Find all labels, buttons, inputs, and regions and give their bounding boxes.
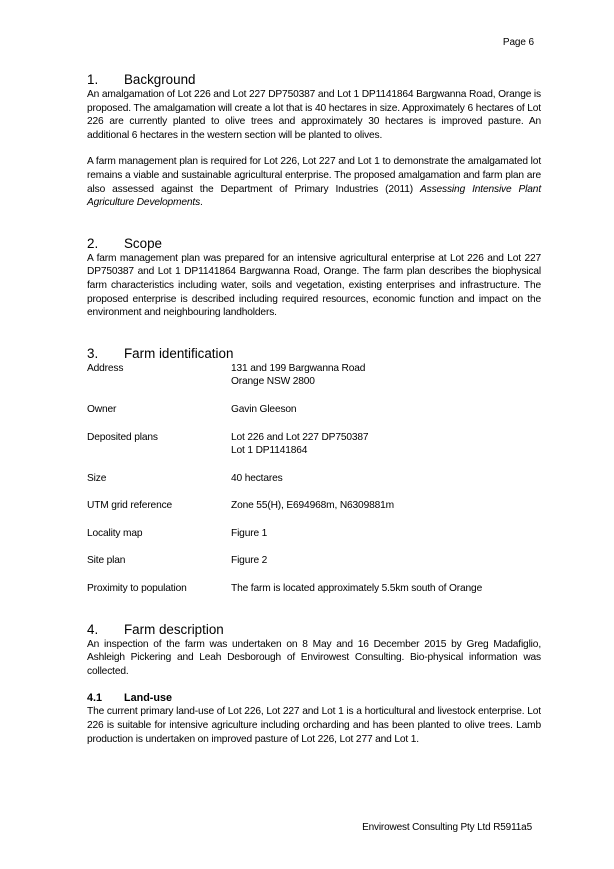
row-value: Zone 55(H), E694968m, N6309881m — [231, 500, 394, 512]
background-paragraph-2-text: A farm management plan is required for Lot 226, Lot 227 and Lot 1 to demonstrate the amalgamated lot remains a viable and sustainable agricultural enterprise. The proposed amalgamation and farm plan are also assessed against the Department of Primary Industries (2011) — [87, 156, 541, 195]
publication-title: Assessing Intensive Plant Agriculture Developments — [87, 183, 542, 209]
row-value: Figure 2 — [231, 555, 268, 567]
row-label: Locality map — [87, 527, 143, 539]
table-row — [87, 554, 541, 568]
table-row — [87, 403, 541, 417]
row-label: Proximity to population — [87, 583, 187, 595]
page-content — [87, 72, 541, 746]
subsection-heading-land-use — [87, 691, 541, 705]
row-label: Owner — [87, 403, 117, 415]
section-number: 4. — [87, 621, 99, 637]
background-paragraph-2 — [87, 155, 541, 209]
section-heading-farm-description — [87, 622, 541, 638]
section-heading-farm-identification — [87, 346, 541, 362]
row-value-line: Orange NSW 2800 — [231, 376, 315, 388]
section-title: Background — [124, 72, 196, 87]
page-footer: Envirowest Consulting Pty Ltd R5911a5 — [362, 822, 532, 833]
row-value-line: 131 and 199 Bargwanna Road — [231, 362, 366, 374]
row-label: Site plan — [87, 555, 126, 567]
row-value — [231, 431, 541, 458]
row-label: Deposited plans — [87, 431, 158, 443]
subsection-number: 4.1 — [87, 692, 103, 705]
row-value: The farm is located approximately 5.5km south of Orange — [231, 583, 483, 595]
background-paragraph-2-end: . — [200, 197, 203, 209]
table-row — [87, 582, 541, 596]
land-use-paragraph: The current primary land-use of Lot 226, Lot 227 and Lot 1 is a horticultural and livestock enterprise. Lot 226 is suitable for intensive agriculture including orcharding and has been planted to olive trees. Lamb production is undertaken on improved pasture of Lot 226, Lot 277 and Lot 1. — [87, 706, 541, 745]
row-value-line: Lot 226 and Lot 227 DP750387 — [231, 431, 369, 443]
section-number: 1. — [87, 72, 99, 87]
row-value: 40 hectares — [231, 472, 283, 484]
row-label: Address — [87, 362, 124, 374]
table-row — [87, 472, 541, 486]
section-title: Farm description — [124, 621, 224, 637]
row-value: Figure 1 — [231, 527, 268, 539]
table-row — [87, 362, 541, 389]
table-row — [87, 431, 541, 458]
farm-identification-table — [87, 362, 541, 596]
scope-paragraph: A farm management plan was prepared for an intensive agricultural enterprise at Lot 226 and Lot 227 DP750387 and Lot 1 DP1141864 Bargwanna Road, Orange. The farm plan describes the biophysical farm characteristics including water, soils and vegetation, existing enterprises and infrastructure. The proposed enterprise is described including required resources, economic function and impact on the environment and neighbouring landholders. — [87, 252, 541, 319]
section-number: 3. — [87, 345, 99, 361]
page-number: Page 6 — [502, 37, 534, 48]
farm-description-paragraph: An inspection of the farm was undertaken on 8 May and 16 December 2015 by Greg Madafiglio, Ashleigh Pickering and Leah Desborough of Envirowest Consulting. Bio-physical information was collected. — [87, 638, 541, 677]
row-label: Size — [87, 472, 107, 484]
background-paragraph-1: An amalgamation of Lot 226 and Lot 227 DP750387 and Lot 1 DP1141864 Bargwanna Road, Orange is proposed. The amalgamation will create a lot that is 40 hectares in size. Approximately 6 hectares of Lot 226 are currently planted to olive trees and approximately 30 hectares is improved pasture. An additional 6 hectares in the western section will be planted to olives. — [87, 89, 541, 141]
row-value — [231, 362, 541, 389]
table-row — [87, 499, 541, 513]
table-row — [87, 527, 541, 541]
row-value-line: Lot 1 DP1141864 — [231, 445, 308, 457]
row-label: UTM grid reference — [87, 500, 173, 512]
section-title: Farm identification — [124, 345, 234, 361]
section-heading-background — [87, 72, 541, 88]
section-heading-scope — [87, 236, 541, 252]
section-title: Scope — [124, 235, 162, 251]
subsection-title: Land-use — [124, 692, 172, 705]
section-number: 2. — [87, 235, 99, 251]
row-value: Gavin Gleeson — [231, 403, 297, 415]
